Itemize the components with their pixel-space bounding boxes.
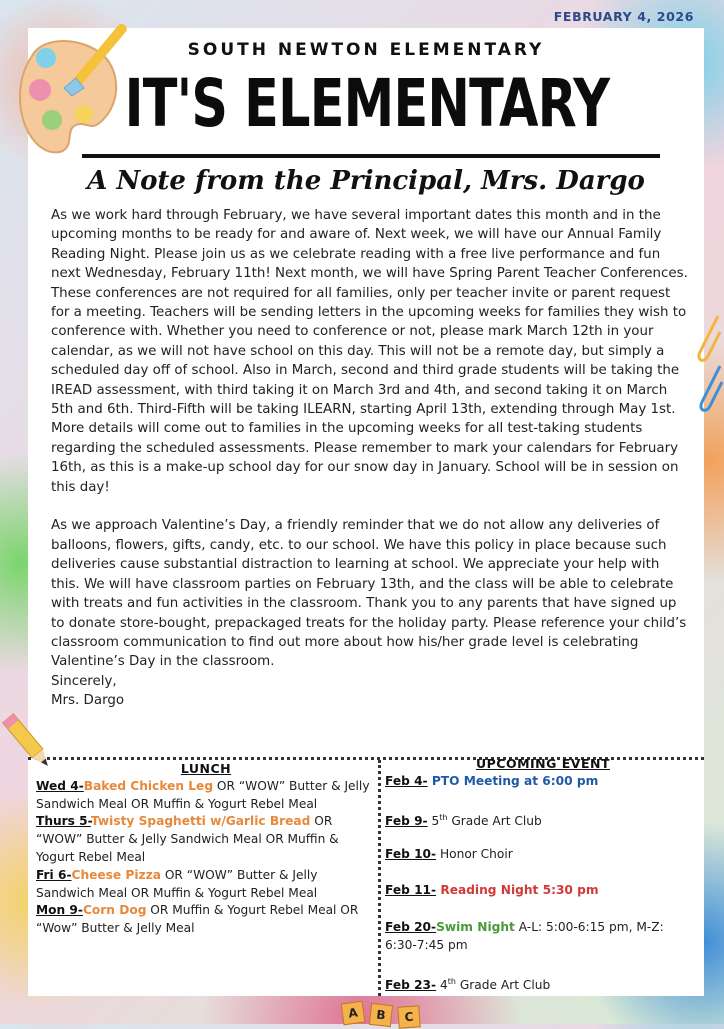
newsletter-date: FEBRUARY 4, 2026 [553,9,694,24]
lunch-item: Fri 6-Cheese Pizza OR “WOW” Butter & Jelly Sandwich Meal OR Muffin & Yogurt Rebel Meal [36,867,318,900]
paperclip-icon [690,312,724,422]
lunch-item: Mon 9-Corn Dog OR Muffin & Yogurt Rebel Meal OR “Wow” Butter & Jelly Meal [36,903,359,936]
event-item: Feb 4- PTO Meeting at 6:00 pm [385,774,599,788]
letter-closing: Sincerely, [51,673,117,689]
principal-letter [51,206,691,711]
event-item: Feb 9- 5th Grade Art Club [385,813,542,829]
lunch-item: Thurs 5-Twisty Spaghetti w/Garlic Bread OR “WOW” Butter & Jelly Sandwich Meal OR Muffin & Yogurt Rebel Meal [36,814,339,864]
letter-block: B [369,1003,393,1027]
events-heading: UPCOMING EVENT [475,756,610,771]
lunch-heading: LUNCH [180,761,232,776]
event-item: Feb 20-Swim Night A-L: 5:00-6:15 pm, M-Z: 6:30-7:45 pm [385,920,664,952]
upcoming-events [385,756,701,993]
lunch-menu [36,760,376,938]
school-name: SOUTH NEWTON ELEMENTARY [187,40,545,60]
abc-blocks [340,1000,430,1024]
principal-note-heading: A Note from the Principal, Mrs. Dargo [87,166,645,196]
pencil-icon [0,708,60,778]
section-divider-vertical [378,760,381,996]
newsletter-title: IT'S ELEMENTARY [124,65,610,142]
event-item: Feb 10- Honor Choir [385,847,513,861]
letter-paragraph-1: As we work hard through February, we have several important dates this month and in the upcoming months to be ready for and aware of. Next week, we will have our Annual Family Reading Night. Please join us as we celebrate reading with a free live performance and fun next Wednesday, February 11th! Next month, we will have Spring Parent Teacher Conferences. These conferences are not required for all families, only per teacher invite or parent request for a meeting. Teachers will be sending letters in the upcoming weeks for families they wish to conference with. Whether you need to conference or not, please mark March 12th in your calendar, as we will not have school on this day. This will not be a remote day, but simply a scheduled day off of school. Also in March, second and third grade students will be taking the IREAD assessment, with third taking it on March 3rd and 4th, and second taking it on March 5th and 6th. Third-Fifth will be taking ILEARN, starting April 13th, extending through May 1st. More details will come out to families in the upcoming weeks for all test-taking students regarding the scheduled assessments. Please remember to mark your calendars for February 16th, as this is a make-up school day for our snow day in January. School will be in session on this day! [51,208,688,495]
letter-paragraph-2: As we approach Valentine’s Day, a friendly reminder that we do not allow any deliveries of balloons, flowers, gifts, candy, etc. to our school. We have this policy in place because such deliveries cause substantial distraction to learning at school. We appreciate your help with this. We will have classroom parties on February 13th, and the class will be able to celebrate with treats and fun activities in the classroom. Thank you to any parents that have signed up to donate store-bought, prepackaged treats for the holiday party. Please reference your child’s classroom communication to find out more about how his/her grade level is celebrating Valentine’s Day in the classroom. [51,518,687,670]
lunch-item: Wed 4-Baked Chicken Leg OR “WOW” Butter & Jelly Sandwich Meal OR Muffin & Yogurt Rebel Meal [36,778,370,811]
letter-signature: Mrs. Dargo [51,693,125,709]
letter-block: C [397,1005,420,1028]
event-item: Feb 23- 4th Grade Art Club [385,977,551,993]
letter-block: A [341,1001,366,1026]
title-divider [82,154,660,158]
event-item: Feb 11- Reading Night 5:30 pm [385,883,599,897]
